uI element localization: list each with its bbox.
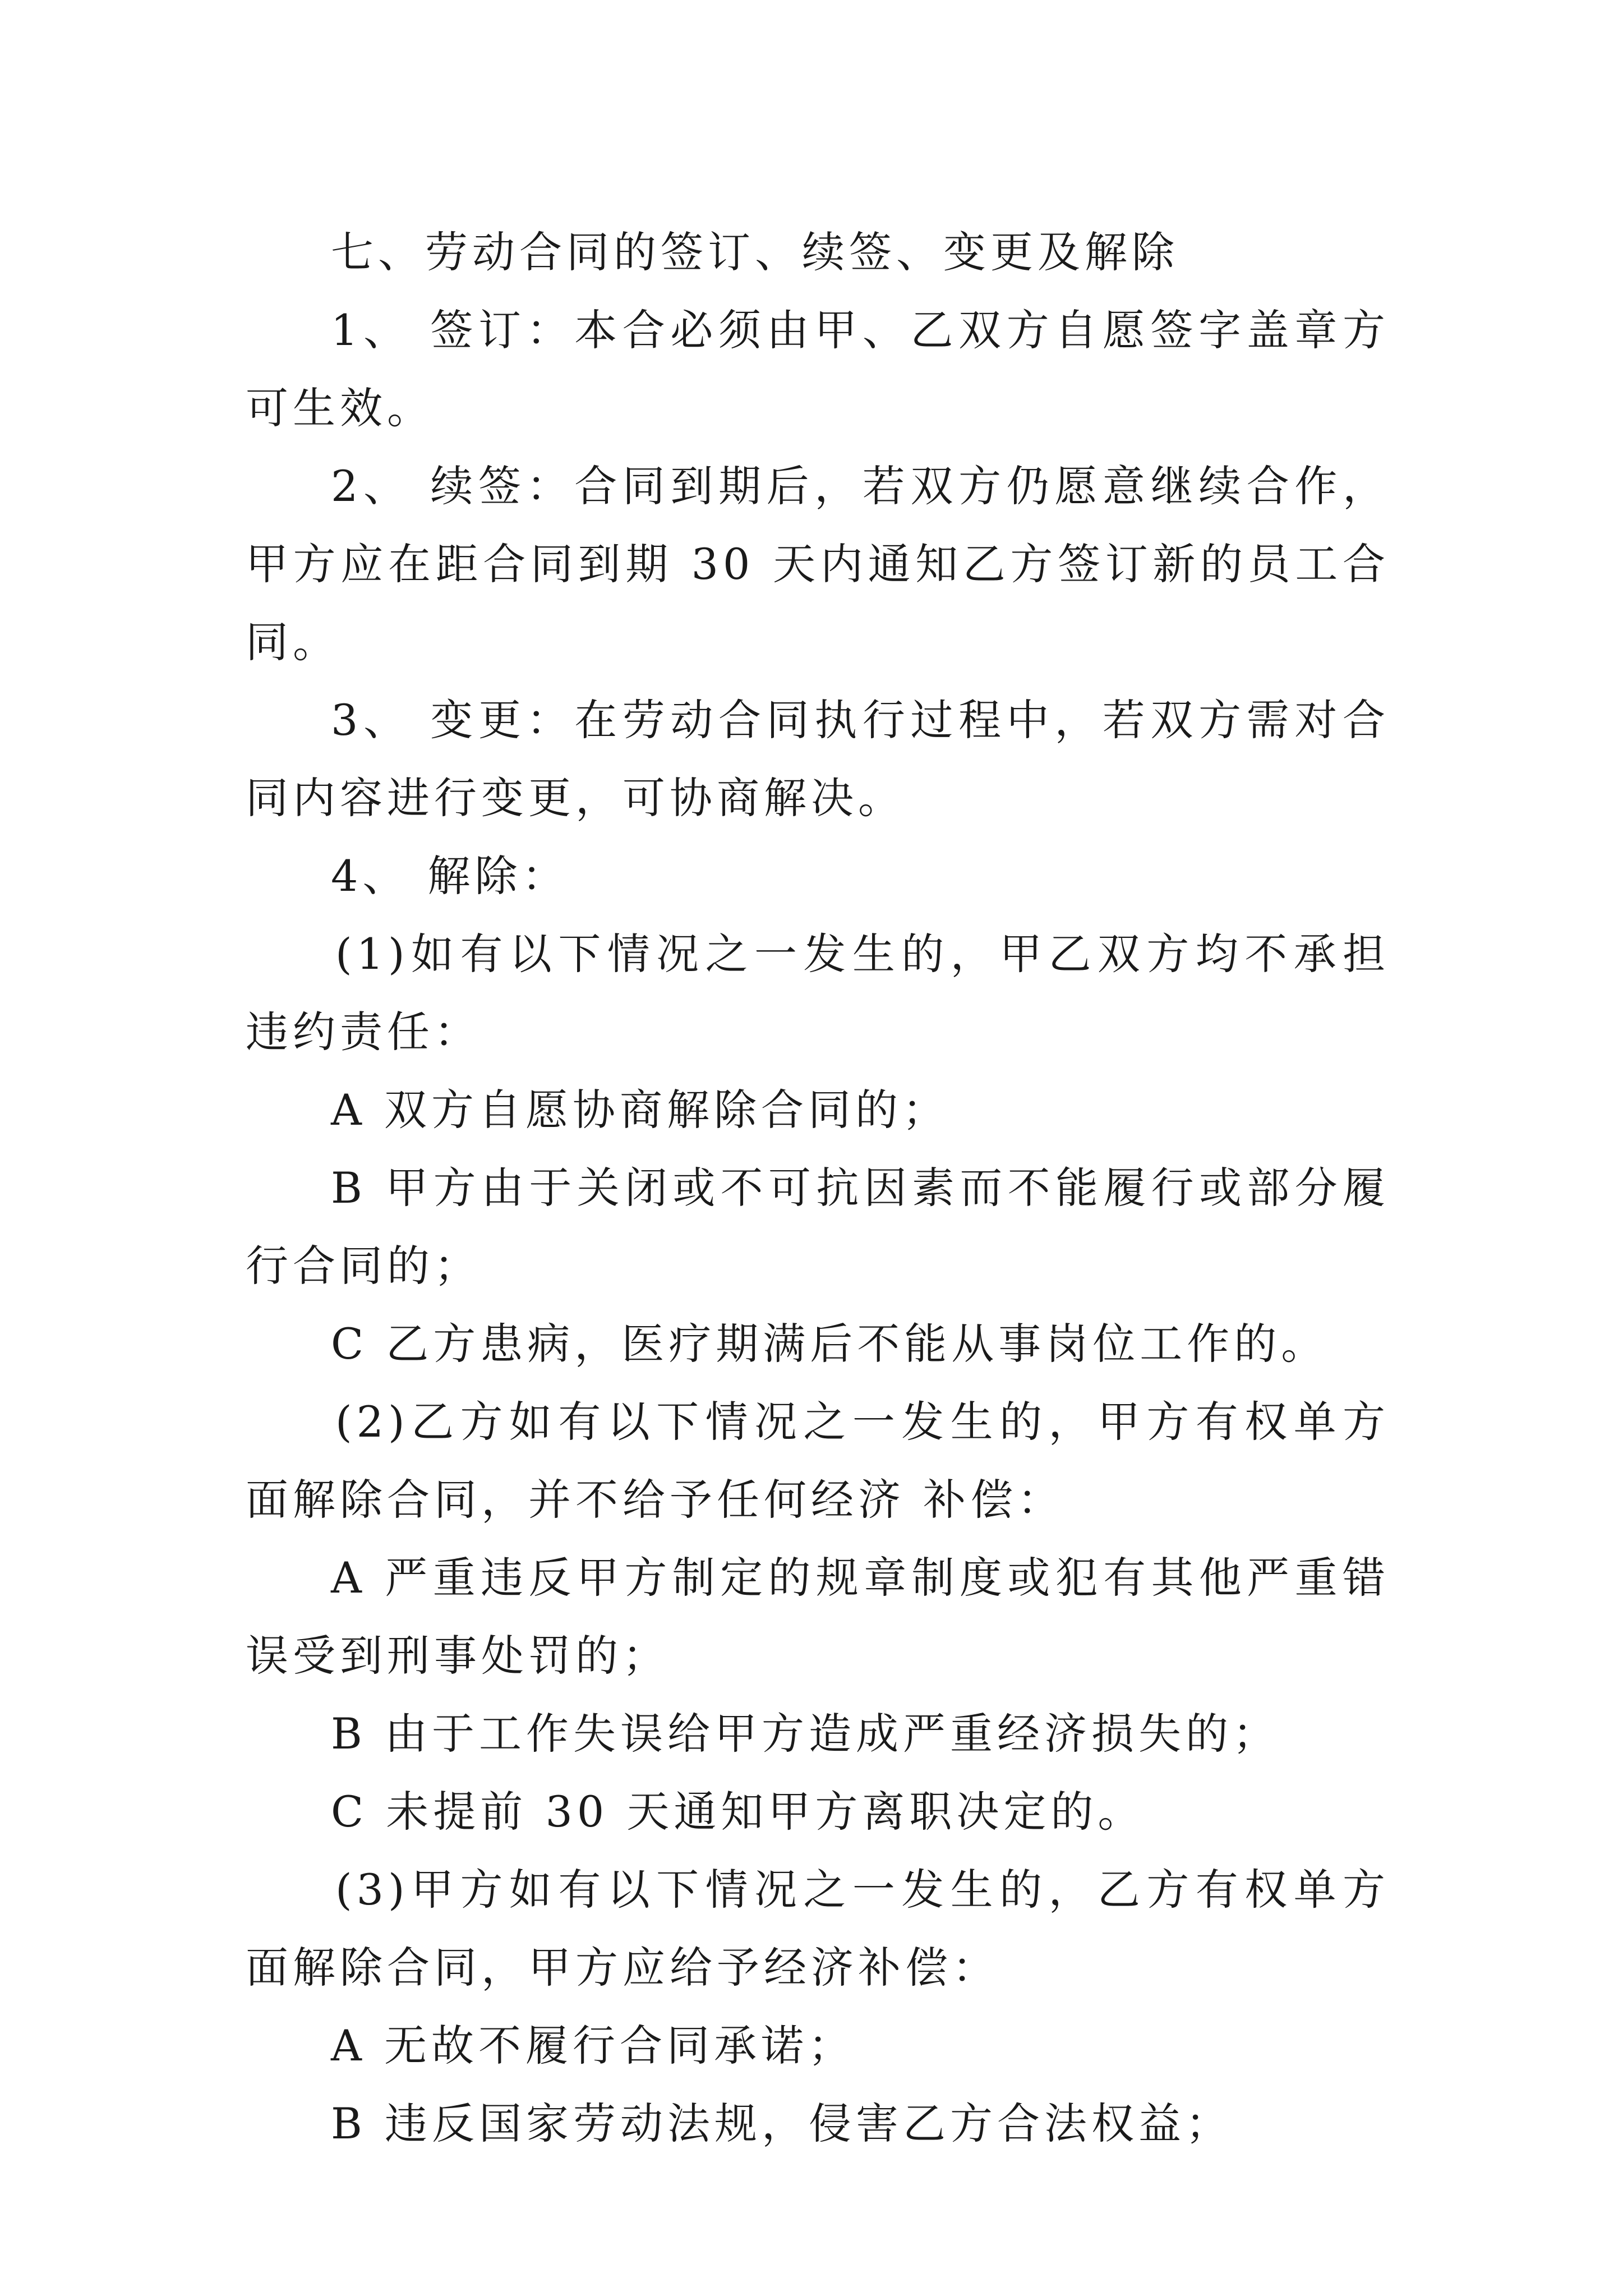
clause-renewal: 2、 续签：合同到期后，若双方仍愿意继续合作，甲方应在距合同到期 30 天内通知乙方签订新的员工合同。 <box>246 461 1390 667</box>
document-body <box>246 213 1390 2162</box>
case-2-item-a: A 严重违反甲方制定的规章制度或犯有其他严重错误受到刑事处罚的； <box>246 1553 1390 1681</box>
case-1-item-a: A 双方自愿协商解除合同的； <box>331 1085 950 1135</box>
clause-termination: 4、 解除： <box>331 851 569 901</box>
clause-change: 3、 变更：在劳动合同执行过程中，若双方需对合同内容进行变更，可协商解决。 <box>246 695 1390 823</box>
section-heading: 七、劳动合同的签订、续签、变更及解除 <box>331 227 1179 277</box>
case-2-item-c: C 未提前 30 天通知甲方离职决定的。 <box>331 1787 1145 1837</box>
termination-case-2: (2)乙方如有以下情况之一发生的，甲方有权单方面解除合同，并不给予任何经济 补偿： <box>246 1397 1390 1525</box>
case-1-item-c: C 乙方患病，医疗期满后不能从事岗位工作的。 <box>331 1319 1329 1369</box>
clause-signing: 1、 签订：本合必须由甲、乙双方自愿签字盖章方可生效。 <box>246 305 1390 433</box>
case-1-item-b: B 甲方由于关闭或不可抗因素而不能履行或部分履行合同的； <box>246 1163 1390 1291</box>
case-3-item-a: A 无故不履行合同承诺； <box>331 2021 856 2070</box>
termination-case-1: (1)如有以下情况之一发生的，甲乙双方均不承担违约责任： <box>246 929 1390 1057</box>
case-2-item-b: B 由于工作失误给甲方造成严重经济损失的； <box>331 1709 1280 1759</box>
termination-case-3: (3)甲方如有以下情况之一发生的，乙方有权单方面解除合同，甲方应给予经济补偿： <box>246 1865 1390 1993</box>
case-3-item-b: B 违反国家劳动法规，侵害乙方合法权益； <box>331 2099 1233 2148</box>
